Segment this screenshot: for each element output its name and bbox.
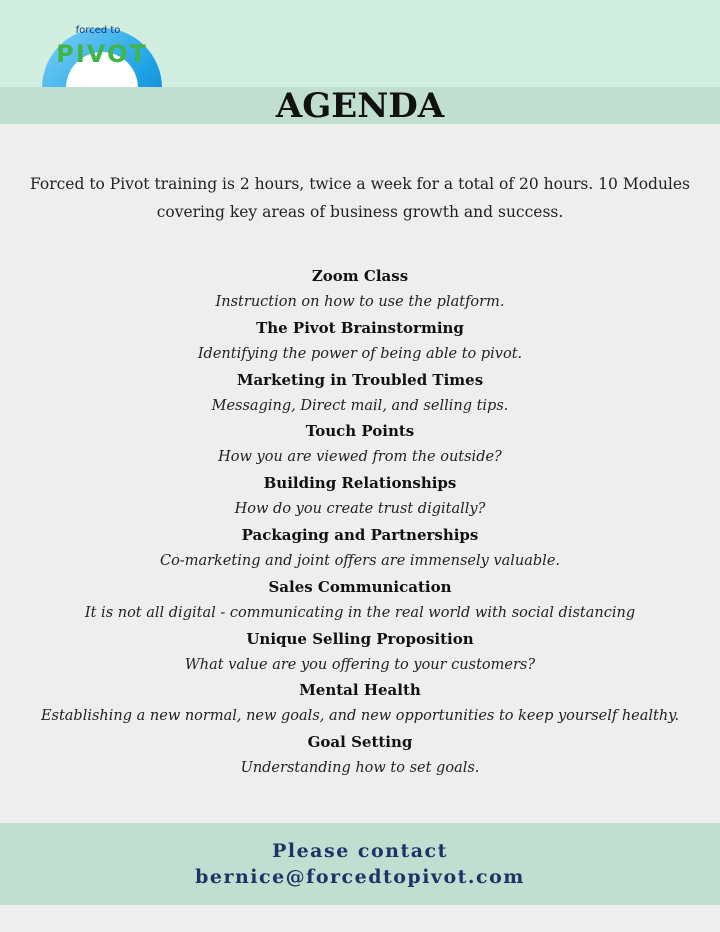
module-description: Identifying the power of being able to pivot.: [197, 345, 523, 362]
module-description: What value are you offering to your customers?: [184, 656, 536, 673]
module-title: The Pivot Brainstorming: [256, 318, 464, 337]
contact-footer: [0, 823, 720, 905]
module-description: It is not all digital - communicating in the real world with social distancing: [84, 604, 636, 621]
forced-to-pivot-logo: [40, 18, 164, 87]
module-item: [0, 574, 720, 626]
contact-email[interactable]: bernice@forcedtopivot.com: [195, 866, 525, 888]
module-item: [0, 263, 720, 315]
logo-small-text: forced to: [75, 25, 121, 36]
module-title: Building Relationships: [263, 474, 457, 493]
module-item: [0, 315, 720, 367]
module-item: [0, 729, 720, 781]
module-item: [0, 626, 720, 678]
page-title: AGENDA: [275, 86, 445, 126]
intro-text: Forced to Pivot training is 2 hours, twice a week for a total of 20 hours. 10 Modules covering key areas of business growth and success.: [29, 175, 691, 221]
module-title: Zoom Class: [311, 267, 409, 285]
module-title: Packaging and Partnerships: [241, 525, 479, 544]
logo-pivot-text: PIVOT: [56, 40, 148, 68]
module-item: [0, 522, 720, 574]
module-item: [0, 470, 720, 522]
module-title: Mental Health: [299, 681, 421, 700]
module-description: Co-marketing and joint offers are immensely valuable.: [159, 552, 561, 569]
module-title: Goal Setting: [307, 733, 413, 752]
module-title: Touch Points: [305, 422, 415, 441]
module-description: Establishing a new normal, new goals, and new opportunities to keep yourself healthy.: [40, 708, 680, 725]
module-description: How do you create trust digitally?: [234, 501, 486, 518]
module-description: Messaging, Direct mail, and selling tips.: [211, 397, 509, 414]
module-title: Marketing in Troubled Times: [236, 370, 484, 389]
module-description: How you are viewed from the outside?: [218, 449, 502, 466]
module-item: [0, 418, 720, 470]
module-title: Sales Communication: [268, 577, 452, 596]
contact-label: Please contact: [272, 840, 448, 862]
module-description: Instruction on how to use the platform.: [215, 294, 505, 310]
module-description: Understanding how to set goals.: [240, 760, 480, 777]
modules-list: [0, 263, 720, 781]
module-item: [0, 677, 720, 729]
module-title: Unique Selling Proposition: [246, 629, 474, 648]
module-item: [0, 367, 720, 419]
